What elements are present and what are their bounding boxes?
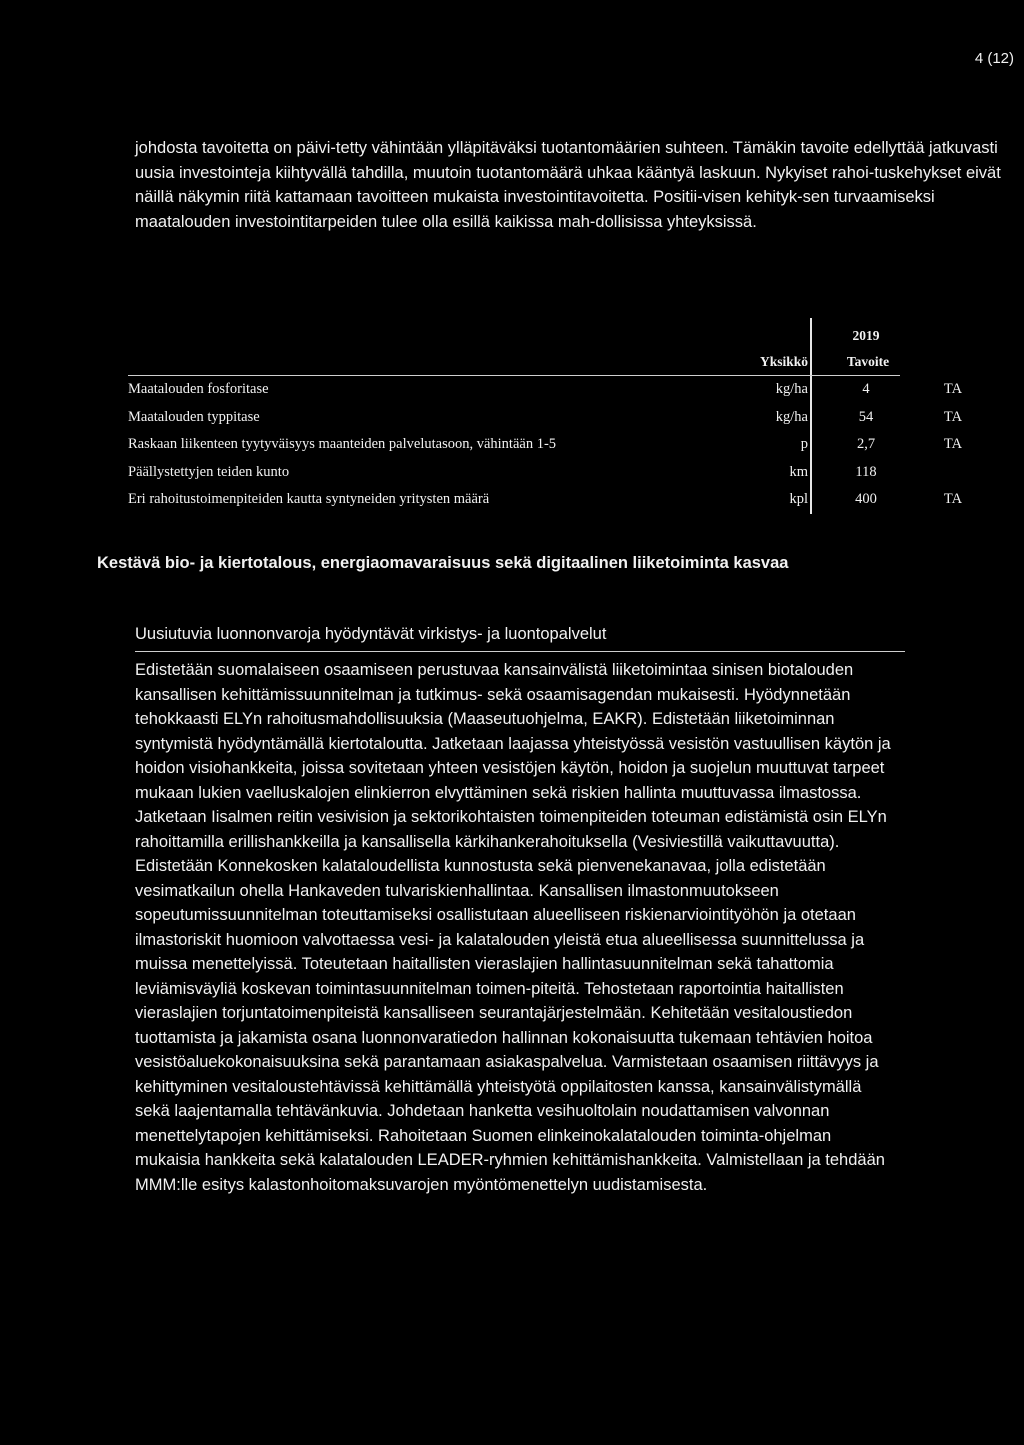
row-status: TA (943, 381, 963, 397)
row-unit: kg/ha (775, 381, 808, 397)
target-header: Tavoite (846, 354, 890, 369)
body-text: Edistetään suomalaiseen osaamiseen perustuvaa kansainvälistä liiketoimintaa sinisen biotalouden kansallisen kehittämissuunnitelman ja tutkimus- sekä osaamisagendan mukaisesti. Hyödynnetään tehokkaasti ELYn rahoitusmahdollisuuksia (Maaseutuohjelma, EAKR). Edistetään liiketoiminnan syntymistä hyödyntämällä kiertotaloutta. Jatketaan laajassa yhteistyössä vesistön vastuullisen käytön ja hoidon visiohankkeita, joissa sovitetaan yhteen vesistöjen käytön, hoidon ja suojelun muuttuvat tarpeet mukaan lukien vaelluskalojen elinkierron elvyttäminen sekä riskien hallinta muuttuvassa ilmastossa. Jatketaan Iisalmen reitin vesivision ja sektorikohtaisten toimenpiteiden toteuman edistämistä osin ELYn rahoittamilla erillishankkeilla ja kansallisella kärkihankerahoituksella (Vesiviestillä vaikuttavuutta). Edistetään Konnekosken kalataloudellista kunnostusta sekä pienvenekanavaa, jolla edistetään vesimatkailun ohella Hankaveden tulvariskienhallintaa. Kansallisen ilmastonmuutokseen sopeutumissuunnitelman toteuttamiseksi osallistutaan alueelliseen riskienarviointityöhön ja otetaan ilmastoriskit huomioon valvottaessa vesi- ja kalatalouden yleistä etua alueellisessa suunnittelussa ja muissa menettelyissä. Toteutetaan haitallisten vieraslajien hallintasuunnitelman sekä tahattomia leviämisväyliä koskevan toimintasuunnitelman toimen-piteitä. Tehostetaan raportointia haitallisten vieraslajien torjuntatoimenpiteistä kansalliseen seurantajärjestelmään. Kehitetään vesitaloustiedon tuottamista ja jakamista osana luonnonvaratiedon hallinnan kokonaisuutta tukemaan tehtävien hoitoa vesistöaluekokonaisuuksina sekä parantamaan asiakaspalvelua. Varmistetaan osaamisen riittävyys ja kehittyminen vesitaloustehtävissä kehittämällä yhteistyötä oppilaitosten kanssa, kansainvälistymällä sekä laajentamalla tehtävänkuvia. Johdetaan hanketta vesihuoltolain noudattamisen valvonnan menettelytapojen kehittämiseksi. Rahoitetaan Suomen elinkeinokalatalouden toiminta-ohjelman mukaisia hankkeita sekä kalatalouden LEADER-ryhmien kehittämishankkeita. Valmistellaan ja tehdään MMM:lle esitys kalastonhoitomaksuvarojen myöntömenettelyn uudistamisesta. (135, 661, 891, 1194)
intro-text: johdosta tavoitetta on päivi-tetty vähintään ylläpitäväksi tuotantomäärien suhteen. Tämäkin tavoite edellyttää jatkuvasti uusia investointeja kiihtyvällä tahdilla, muutoin tuotantomäärä uhkaa kääntyä laskuun. Nykyiset rahoi-tuskehykset eivät näillä näkymin riitä kattamaan tavoitteen mukaista investointitavoitetta. Positii-visen kehityk-sen turvaamiseksi maatalouden investointitarpeiden tulee olla esillä kaikissa mah-dollisissa yhteyksissä. (135, 139, 1001, 231)
row-value: 54 (858, 408, 874, 425)
row-status: TA (943, 408, 963, 425)
row-unit: p (800, 436, 808, 453)
row-value: 4 (862, 381, 870, 397)
row-label: Raskaan liikenteen tyytyväisyys maanteiden palvelutasoon, vähintään 1-5 (128, 436, 557, 453)
year-header: 2019 (852, 328, 880, 343)
intro-paragraph (135, 136, 1005, 234)
row-label: Maatalouden typpitase (128, 408, 260, 425)
table-row (128, 404, 978, 432)
unit-header: Yksikkö (759, 354, 808, 369)
row-unit: km (789, 463, 808, 480)
row-value: 400 (855, 491, 877, 508)
page-number: 4 (12) (974, 50, 1014, 67)
row-label: Maatalouden fosforitase (128, 381, 269, 397)
row-label: Päällystettyjen teiden kunto (128, 463, 290, 480)
subheading-rule (135, 651, 905, 652)
indicator-table (128, 318, 978, 514)
section-heading: Kestävä bio- ja kiertotalous, energiaomavaraisuus sekä digitaalinen liiketoiminta kasvaa (97, 554, 789, 572)
table-row (128, 376, 978, 404)
row-value: 2,7 (856, 436, 876, 453)
row-status: TA (943, 491, 963, 508)
row-label: Eri rahoitustoimenpiteiden kautta syntyneiden yritysten määrä (128, 491, 490, 508)
row-value: 118 (855, 463, 877, 480)
table-row (128, 486, 978, 514)
row-unit: kg/ha (775, 408, 808, 425)
row-unit: kpl (789, 491, 808, 508)
table-row (128, 431, 978, 459)
body-paragraph (135, 658, 895, 1197)
table-row (128, 459, 978, 487)
subheading: Uusiutuvia luonnonvaroja hyödyntävät virkistys- ja luontopalvelut (135, 625, 607, 643)
table-header (128, 318, 978, 376)
row-status: TA (943, 436, 963, 453)
